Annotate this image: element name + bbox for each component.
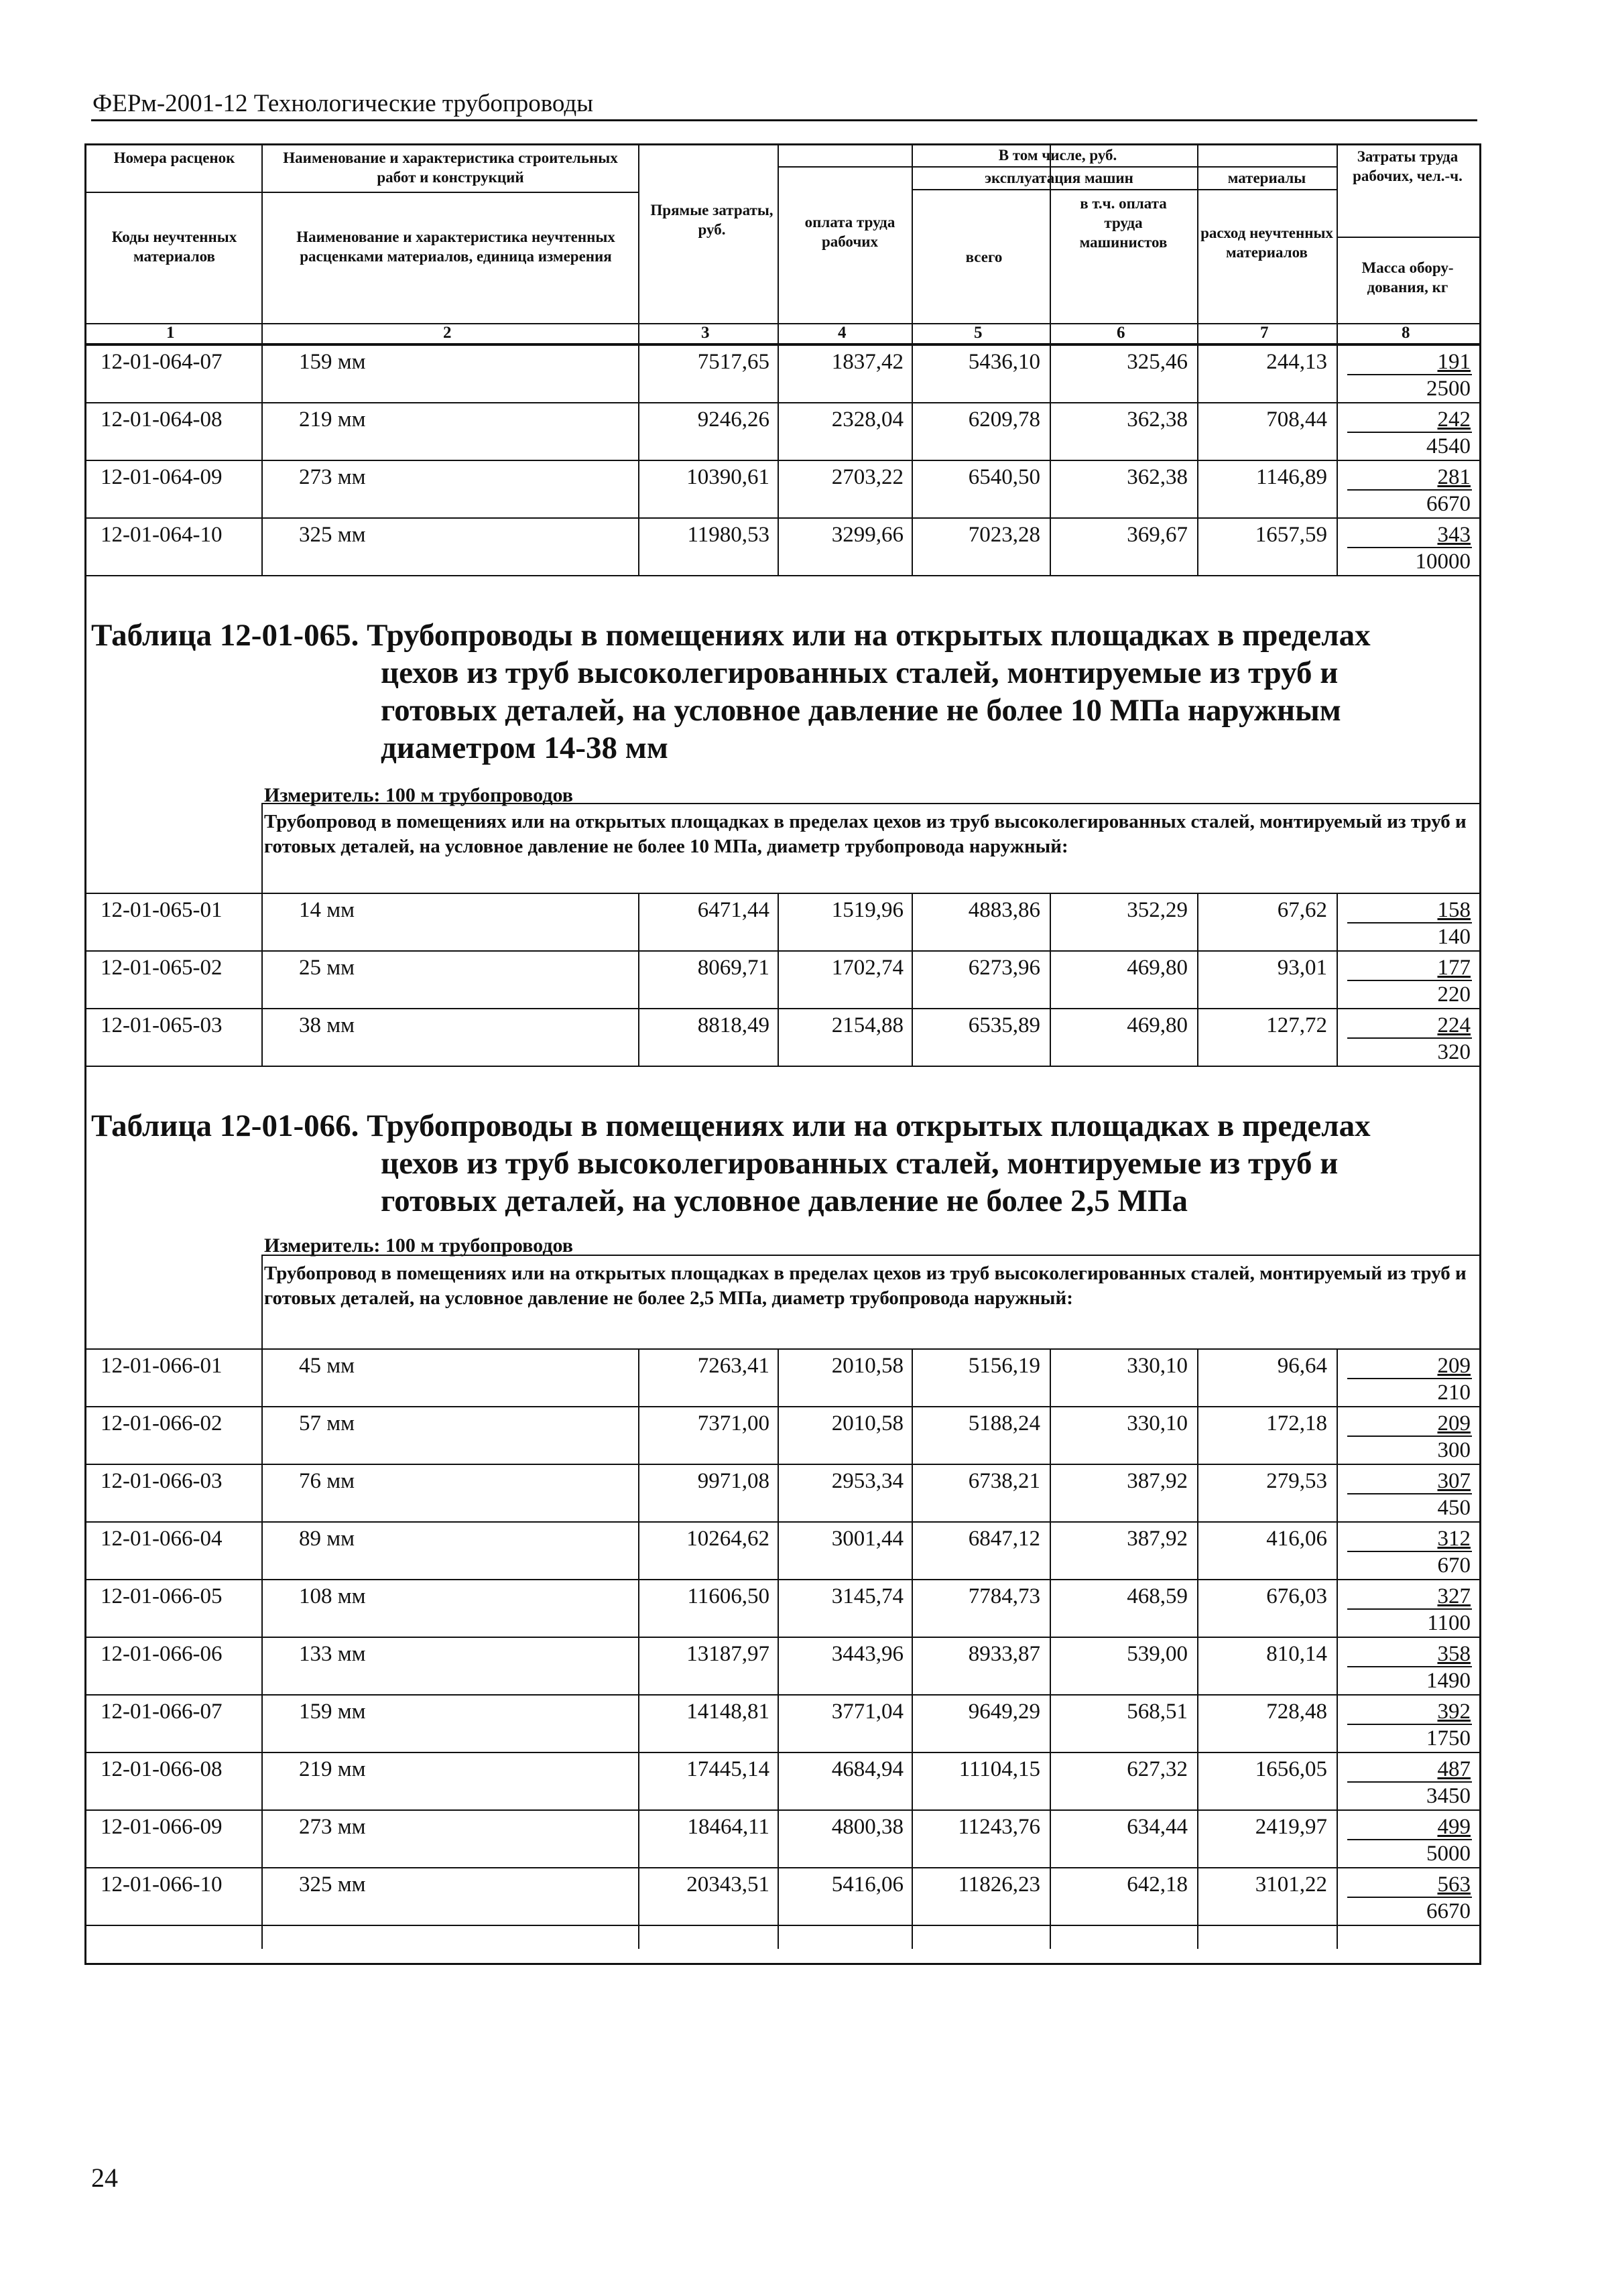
table-row-c7: 1146,89 — [1255, 465, 1327, 489]
table-row-mass: 3450 — [1426, 1784, 1471, 1808]
table-065-title-line4: диаметром 14-38 мм — [381, 730, 668, 765]
header-massa: Масса обору-дования, кг — [1361, 259, 1454, 296]
table-row-mass: 1750 — [1426, 1726, 1471, 1750]
header-zatraty: Затраты труда рабочих, чел.-ч. — [1353, 148, 1463, 184]
table-066-description: Трубопровод в помещениях или на открытых площадках в пределах цехов из труб высоколегированных сталей, монтируемый из труб и готовых деталей, на условное давление не более 2,5 МПа, диаметр трубопровода наружный: — [264, 1263, 1467, 1309]
row-line-table066 — [84, 1406, 1481, 1407]
table-066-title-line1: Таблица 12-01-066. Трубопроводы в помещениях или на открытых площадках в пределах — [91, 1108, 1371, 1143]
table-row-name: 325 мм — [299, 1872, 366, 1897]
table-row-code: 12-01-066-08 — [101, 1757, 223, 1781]
table-row-mass: 320 — [1437, 1040, 1471, 1064]
table-row-c5: 11104,15 — [958, 1757, 1040, 1781]
body-col-line-table065-2 — [778, 893, 779, 1066]
table-row-c7: 2419,97 — [1255, 1815, 1327, 1839]
fraction-line — [1347, 1781, 1472, 1783]
header-col-line-6 — [1337, 143, 1338, 344]
table-row-c3: 6471,44 — [697, 898, 769, 922]
header-line-ekspl — [912, 189, 1337, 190]
header-col-line-1 — [638, 143, 639, 344]
table-row-c7: 244,13 — [1266, 350, 1327, 374]
table-row-c7: 3101,22 — [1255, 1872, 1327, 1897]
fraction-line — [1347, 1666, 1472, 1667]
table-row-name: 38 мм — [299, 1013, 355, 1037]
table-row-name: 159 мм — [299, 350, 366, 374]
table-row-mass: 1100 — [1427, 1611, 1471, 1635]
table-066-title-line2: цехов из труб высоколегированных сталей, монтируемые из труб и — [381, 1146, 1339, 1181]
fraction-line — [1347, 489, 1472, 491]
table-row-c6: 369,67 — [1127, 523, 1188, 547]
table-row-c7: 279,53 — [1266, 1469, 1327, 1493]
table-row-labor: 358 — [1437, 1642, 1471, 1666]
table-066-title-line3: готовых деталей, на условное давление не более 2,5 МПа — [381, 1184, 1188, 1218]
fraction-line — [1347, 374, 1472, 375]
table-row-name: 14 мм — [299, 898, 355, 922]
table-row-c7: 1657,59 — [1255, 523, 1327, 547]
header-rashod: расход неучтенных материалов — [1200, 225, 1333, 261]
row-line-bottom-table065 — [84, 1066, 1481, 1067]
fraction-line — [1347, 1378, 1472, 1379]
row-line-section1 — [84, 460, 1481, 461]
table-row-c6: 352,29 — [1127, 898, 1188, 922]
table-row-c7: 93,01 — [1277, 956, 1327, 980]
table-row-c4: 2154,88 — [831, 1013, 904, 1037]
header-col-line-2 — [778, 143, 779, 344]
table-row-c3: 10390,61 — [686, 465, 769, 489]
table-row-code: 12-01-065-03 — [101, 1013, 223, 1037]
table-row-mass: 1490 — [1426, 1669, 1471, 1693]
header-line-numbers — [84, 323, 1481, 324]
column-number: 1 — [166, 324, 175, 342]
table-row-c5: 5156,19 — [968, 1354, 1040, 1378]
header-kody: Коды неучтенных материалов — [111, 229, 237, 265]
table-row-mass: 4540 — [1426, 434, 1471, 458]
row-line-section1 — [84, 402, 1481, 403]
table-row-c5: 6847,12 — [968, 1527, 1040, 1551]
table-row-c4: 3299,66 — [831, 523, 904, 547]
header-vtomchisle: В том числе, руб. — [998, 147, 1117, 164]
table-row-name: 219 мм — [299, 407, 366, 432]
table-row-name: 57 мм — [299, 1411, 355, 1436]
table-row-code: 12-01-066-01 — [101, 1354, 223, 1378]
header-vtch: в т.ч. оплата труда машинистов — [1079, 195, 1168, 251]
table-row-c4: 1702,74 — [831, 956, 904, 980]
header-line-zatraty — [1337, 237, 1480, 238]
row-line-table065 — [84, 950, 1481, 952]
row-line-bottom-table066 — [84, 1925, 1481, 1926]
row-line-table066 — [84, 1579, 1481, 1580]
table-row-c5: 6540,50 — [968, 465, 1040, 489]
row-line-table066 — [84, 1694, 1481, 1696]
table-row-labor: 224 — [1437, 1013, 1471, 1037]
header-materialy: материалы — [1227, 170, 1306, 186]
table-row-code: 12-01-065-02 — [101, 956, 223, 980]
table-row-c6: 387,92 — [1127, 1469, 1188, 1493]
table-row-code: 12-01-066-06 — [101, 1642, 223, 1666]
body-col-line-table065-4 — [1050, 893, 1051, 1066]
fraction-line — [1347, 1897, 1472, 1898]
row-line-table066 — [84, 1637, 1481, 1638]
table-row-c3: 18464,11 — [687, 1815, 769, 1839]
table-row-mass: 6670 — [1426, 1899, 1471, 1923]
table-row-c5: 7023,28 — [968, 523, 1040, 547]
table-row-c4: 4684,94 — [831, 1757, 904, 1781]
table-row-c3: 8069,71 — [697, 956, 769, 980]
table-row-mass: 5000 — [1426, 1842, 1471, 1866]
table-row-labor: 487 — [1437, 1757, 1471, 1781]
body-col-line-table066-2 — [778, 1348, 779, 1949]
table-row-c6: 469,80 — [1127, 1013, 1188, 1037]
body-col-line-table066-3 — [912, 1348, 913, 1949]
table-row-code: 12-01-066-09 — [101, 1815, 223, 1839]
table-row-mass: 140 — [1437, 925, 1471, 949]
table-row-name: 133 мм — [299, 1642, 366, 1666]
table-row-name: 325 мм — [299, 523, 366, 547]
table-row-name: 25 мм — [299, 956, 355, 980]
table-row-c3: 8818,49 — [697, 1013, 769, 1037]
body-col-line-table066-5 — [1197, 1348, 1198, 1949]
table-row-c5: 7784,73 — [968, 1584, 1040, 1608]
table-row-c3: 9971,08 — [697, 1469, 769, 1493]
header-line-nomera — [84, 192, 638, 193]
table-row-labor: 177 — [1437, 956, 1471, 980]
table-row-labor: 158 — [1437, 898, 1471, 922]
row-line-top-section1 — [84, 344, 1481, 346]
body-col-line-table066-1 — [638, 1348, 639, 1949]
table-row-c6: 634,44 — [1127, 1815, 1188, 1839]
table-row-c7: 728,48 — [1266, 1700, 1327, 1724]
table-row-c7: 708,44 — [1266, 407, 1327, 432]
table-row-labor: 392 — [1437, 1700, 1471, 1724]
table-row-c7: 1656,05 — [1255, 1757, 1327, 1781]
column-number: 7 — [1260, 324, 1269, 342]
table-row-code: 12-01-065-01 — [101, 898, 223, 922]
table-row-c3: 13187,97 — [686, 1642, 769, 1666]
table-row-c4: 1837,42 — [831, 350, 904, 374]
header-rule — [91, 119, 1477, 121]
header-nomera: Номера расценок — [113, 149, 235, 166]
table-row-labor: 499 — [1437, 1815, 1471, 1839]
table-row-c6: 469,80 — [1127, 956, 1188, 980]
table-row-code: 12-01-064-09 — [101, 465, 223, 489]
table-row-labor: 343 — [1437, 523, 1471, 547]
table-row-c3: 17445,14 — [686, 1757, 769, 1781]
row-line-top-table066 — [84, 1348, 1481, 1350]
body-col-line-table066-0 — [261, 1348, 263, 1949]
table-row-code: 12-01-066-07 — [101, 1700, 223, 1724]
table-row-code: 12-01-066-03 — [101, 1469, 223, 1493]
column-number: 2 — [443, 324, 452, 342]
table-row-c3: 7371,00 — [697, 1411, 769, 1436]
table-row-c4: 3443,96 — [831, 1642, 904, 1666]
table-row-name: 108 мм — [299, 1584, 366, 1608]
table-row-c6: 325,46 — [1127, 350, 1188, 374]
row-line-table066 — [84, 1464, 1481, 1465]
table-row-c5: 6535,89 — [968, 1013, 1040, 1037]
table-row-c5: 8933,87 — [968, 1642, 1040, 1666]
table-row-name: 89 мм — [299, 1527, 355, 1551]
row-line-table066 — [84, 1867, 1481, 1868]
table-row-c7: 127,72 — [1266, 1013, 1327, 1037]
column-number: 5 — [974, 324, 983, 342]
table-row-c4: 1519,96 — [831, 898, 904, 922]
body-col-line-table065-0 — [261, 893, 263, 1066]
table-row-c4: 5416,06 — [831, 1872, 904, 1897]
header-naimen2: Наименование и характеристика неучтенных расценками материалов, единица измерения — [296, 229, 615, 265]
table-row-c3: 14148,81 — [686, 1700, 769, 1724]
table-row-code: 12-01-066-05 — [101, 1584, 223, 1608]
table-row-c6: 642,18 — [1127, 1872, 1188, 1897]
table-065-title-line2: цехов из труб высоколегированных сталей, монтируемые из труб и — [381, 655, 1339, 690]
table-row-c6: 387,92 — [1127, 1527, 1188, 1551]
table-row-c7: 172,18 — [1266, 1411, 1327, 1436]
table-row-c7: 676,03 — [1266, 1584, 1327, 1608]
table-065-description: Трубопровод в помещениях или на открытых площадках в пределах цехов из труб высоколегированных сталей, монтируемый из труб и готовых деталей, на условное давление не более 10 МПа, диаметр трубопровода наружный: — [264, 811, 1467, 857]
table-row-mass: 450 — [1437, 1496, 1471, 1520]
table-row-labor: 307 — [1437, 1469, 1471, 1493]
desc-left-line-065 — [261, 803, 263, 893]
table-row-name: 76 мм — [299, 1469, 355, 1493]
column-number: 8 — [1402, 324, 1410, 342]
row-line-top-table065 — [84, 893, 1481, 894]
column-number: 3 — [701, 324, 710, 342]
table-row-name: 273 мм — [299, 1815, 366, 1839]
table-row-labor: 191 — [1437, 350, 1471, 374]
body-col-line-table066-6 — [1337, 1348, 1338, 1949]
table-row-c6: 362,38 — [1127, 465, 1188, 489]
fraction-line — [1347, 432, 1472, 433]
table-row-c4: 2953,34 — [831, 1469, 904, 1493]
table-row-name: 45 мм — [299, 1354, 355, 1378]
table-row-c7: 810,14 — [1266, 1642, 1327, 1666]
table-row-labor: 209 — [1437, 1411, 1471, 1436]
table-row-c6: 330,10 — [1127, 1354, 1188, 1378]
table-row-labor: 242 — [1437, 407, 1471, 432]
table-row-c3: 7517,65 — [697, 350, 769, 374]
table-row-c3: 7263,41 — [697, 1354, 769, 1378]
row-line-section1 — [84, 517, 1481, 519]
body-col-line-table065-3 — [912, 893, 913, 1066]
table-row-mass: 670 — [1437, 1553, 1471, 1578]
table-row-name: 159 мм — [299, 1700, 366, 1724]
table-065-title-line3: готовых деталей, на условное давление не более 10 МПа наружным — [381, 693, 1341, 728]
table-row-c4: 3145,74 — [831, 1584, 904, 1608]
header-ekspl: эксплуатация машин — [985, 170, 1133, 186]
table-row-c6: 539,00 — [1127, 1642, 1188, 1666]
table-row-mass: 10000 — [1415, 550, 1471, 574]
fraction-line — [1347, 1037, 1472, 1039]
table-row-c4: 2328,04 — [831, 407, 904, 432]
body-col-line-table065-6 — [1337, 893, 1338, 1066]
table-row-c5: 4883,86 — [968, 898, 1040, 922]
table-row-c6: 330,10 — [1127, 1411, 1188, 1436]
table-row-c5: 9649,29 — [968, 1700, 1040, 1724]
body-col-line-table066-4 — [1050, 1348, 1051, 1949]
table-row-c5: 5188,24 — [968, 1411, 1040, 1436]
table-row-mass: 2500 — [1426, 377, 1471, 401]
fraction-line — [1347, 547, 1472, 548]
table-row-c7: 96,64 — [1277, 1354, 1327, 1378]
fraction-line — [1347, 1608, 1472, 1610]
table-row-c6: 627,32 — [1127, 1757, 1188, 1781]
table-row-mass: 220 — [1437, 982, 1471, 1007]
row-line-table066 — [84, 1809, 1481, 1811]
table-row-c6: 568,51 — [1127, 1700, 1188, 1724]
table-row-c4: 2010,58 — [831, 1411, 904, 1436]
table-row-code: 12-01-064-10 — [101, 523, 223, 547]
table-row-labor: 563 — [1437, 1872, 1471, 1897]
header-pryamye: Прямые затраты, руб. — [650, 202, 773, 238]
fraction-line — [1347, 1493, 1472, 1494]
desc-left-line-066 — [261, 1255, 263, 1348]
table-row-code: 12-01-066-10 — [101, 1872, 223, 1897]
fraction-line — [1347, 1724, 1472, 1725]
table-row-c4: 3771,04 — [831, 1700, 904, 1724]
row-line-table066 — [84, 1521, 1481, 1523]
table-row-c5: 11243,76 — [958, 1815, 1040, 1839]
row-line-bottom-section1 — [84, 575, 1481, 576]
header-line-vtom — [778, 166, 1337, 168]
column-number: 4 — [838, 324, 847, 342]
table-row-name: 273 мм — [299, 465, 366, 489]
row-line-table065 — [84, 1008, 1481, 1009]
table-row-name: 219 мм — [299, 1757, 366, 1781]
table-row-c3: 11980,53 — [687, 523, 769, 547]
table-row-code: 12-01-064-08 — [101, 407, 223, 432]
table-row-labor: 209 — [1437, 1354, 1471, 1378]
table-row-c3: 10264,62 — [686, 1527, 769, 1551]
table-row-c4: 4800,38 — [831, 1815, 904, 1839]
fraction-line — [1347, 1839, 1472, 1840]
table-row-labor: 327 — [1437, 1584, 1471, 1608]
table-row-c7: 67,62 — [1277, 898, 1327, 922]
fraction-line — [1347, 1551, 1472, 1552]
header-oplata: оплата труда рабочих — [804, 214, 895, 250]
body-col-line-table065-1 — [638, 893, 639, 1066]
table-row-c7: 416,06 — [1266, 1527, 1327, 1551]
table-row-mass: 300 — [1437, 1438, 1471, 1462]
table-row-c5: 11826,23 — [958, 1872, 1040, 1897]
header-naimen: Наименование и характеристика строительных работ и конструкций — [283, 149, 618, 186]
table-row-code: 12-01-064-07 — [101, 350, 223, 374]
table-065-title-line1: Таблица 12-01-065. Трубопроводы в помещениях или на открытых площадках в пределах — [91, 618, 1371, 653]
fraction-line — [1347, 1436, 1472, 1437]
table-row-code: 12-01-066-04 — [101, 1527, 223, 1551]
table-row-c4: 3001,44 — [831, 1527, 904, 1551]
table-row-c6: 468,59 — [1127, 1584, 1188, 1608]
fraction-line — [1347, 980, 1472, 981]
table-row-c4: 2703,22 — [831, 465, 904, 489]
page-number: 24 — [91, 2163, 118, 2193]
table-row-labor: 281 — [1437, 465, 1471, 489]
column-number: 6 — [1117, 324, 1125, 342]
table-row-c6: 362,38 — [1127, 407, 1188, 432]
table-row-c5: 6273,96 — [968, 956, 1040, 980]
table-row-c3: 11606,50 — [687, 1584, 769, 1608]
table-row-c3: 9246,26 — [697, 407, 769, 432]
table-row-labor: 312 — [1437, 1527, 1471, 1551]
table-065-measure: Измеритель: 100 м трубопроводов — [264, 784, 573, 806]
row-line-table066 — [84, 1752, 1481, 1753]
table-row-c5: 6738,21 — [968, 1469, 1040, 1493]
page-header: ФЕРм-2001-12 Технологические трубопроводы — [92, 90, 594, 117]
header-vsego: всего — [965, 249, 1003, 265]
body-col-line-table065-5 — [1197, 893, 1198, 1066]
table-row-code: 12-01-066-02 — [101, 1411, 223, 1436]
table-row-mass: 210 — [1437, 1381, 1471, 1405]
table-row-c4: 2010,58 — [831, 1354, 904, 1378]
table-row-c3: 20343,51 — [686, 1872, 769, 1897]
fraction-line — [1347, 922, 1472, 923]
table-row-c5: 6209,78 — [968, 407, 1040, 432]
table-row-c5: 5436,10 — [968, 350, 1040, 374]
table-row-mass: 6670 — [1426, 492, 1471, 516]
table-066-measure: Измеритель: 100 м трубопроводов — [264, 1234, 573, 1257]
